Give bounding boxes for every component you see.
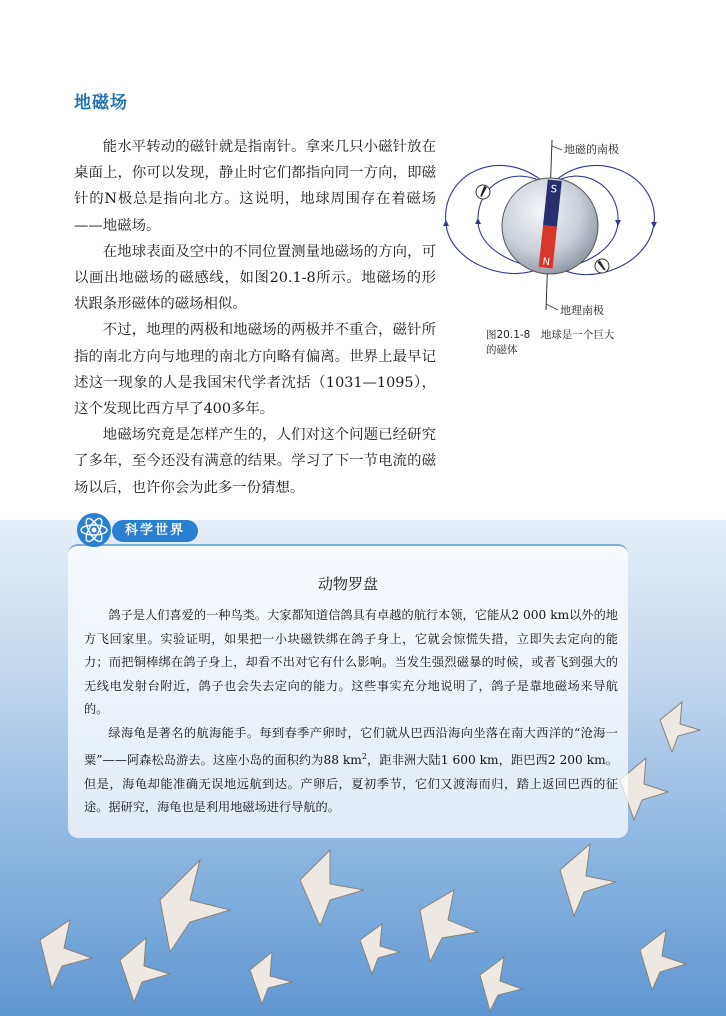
pigeon-icon <box>560 844 616 916</box>
pigeon-icon <box>660 702 700 752</box>
box-title: 动物罗盘 <box>317 575 378 593</box>
figure-caption: 图20.1-8 地球是一个巨大的磁体 <box>486 329 615 356</box>
pigeon-icon <box>640 930 686 990</box>
section-title: 地磁场 <box>74 93 128 113</box>
superscript: 2 <box>361 752 367 761</box>
paragraph-2: 在地球表面及空中的不同位置测量地磁场的方向，可以画出地磁场的磁感线，如图20.1-8所示。地磁场的形状跟条形磁体的磁场相似。 <box>74 243 436 313</box>
box-paragraph-2 <box>84 722 618 820</box>
box-paragraph-2-part-b: ，距非洲大陆1 600 km，距巴西2 200 km。但是，海龟却能准确无误地远航到达。产卵后，夏初季节，它们又渡海而归，踏上返回巴西的征途。据研究，海龟也是利用地磁场进行导航的。 <box>84 753 618 815</box>
label-geographic-south: 地理南极 <box>560 304 604 317</box>
magnet-n-label: N <box>541 256 551 269</box>
box-text <box>84 604 618 820</box>
pigeon-icon <box>160 860 230 952</box>
compass-needle-right <box>595 259 609 273</box>
badge-label: 科学世界 <box>112 520 198 542</box>
body-text <box>74 134 436 501</box>
box-paragraph-2-part-a: 绿海龟是著名的航海能手。每到春季产卵时，它们就从巴西沿海向坐落在南大西洋的“沧海一粟”——阿森松岛游去。这座小岛的面积约为88 km <box>84 725 618 768</box>
label-geomagnetic-south: 地磁的南极 <box>564 143 619 156</box>
paragraph-1: 能水平转动的磁针就是指南针。拿来几只小磁针放在桌面上，你可以发现，静止时它们都指向同一方向，即磁针的N极总是指向北方。这说明，地球周围存在着磁场——地磁场。 <box>74 139 436 234</box>
pigeon-icon <box>250 952 292 1004</box>
paragraph-3: 不过，地理的两极和地磁场的两极并不重合，磁针所指的南北方向与地理的南北方向略有偏离。世界上最早记述这一现象的人是我国宋代学者沈括（1031—1095），这个发现比西方早了400多年。 <box>74 322 436 418</box>
pigeon-icon <box>480 957 522 1011</box>
magnet-s-label: S <box>550 183 558 196</box>
pigeon-icon <box>360 924 400 974</box>
pigeon-icon <box>420 890 478 962</box>
compass-needle-left <box>476 185 490 199</box>
box-paragraph-1: 鸽子是人们喜爱的一种鸟类。大家都知道信鸽具有卓越的航行本领，它能从2 000 km以外的地方飞回家里。实验证明，如果把一小块磁铁绑在鸽子身上，它就会惊慌失措，立即失去定向的能力；而把铜棒绑在鸽子身上，却看不出对它有什么影响。当发生强烈磁暴的时候，或者飞到强大的无线电发射台附近，鸽子也会失去定向的能力。这些事实充分地说明了，鸽子是靠地磁场来导航的。 <box>84 608 618 716</box>
pigeon-icon <box>120 938 170 1002</box>
pigeon-icon <box>300 850 364 926</box>
pigeon-icon <box>40 920 92 988</box>
paragraph-4: 地磁场究竟是怎样产生的，人们对这个问题已经研究了多年，至今还没有满意的结果。学习了下一节电流的磁场以后，也许你会为此多一份猜想。 <box>74 427 436 496</box>
earth-magnet-figure <box>440 134 670 354</box>
